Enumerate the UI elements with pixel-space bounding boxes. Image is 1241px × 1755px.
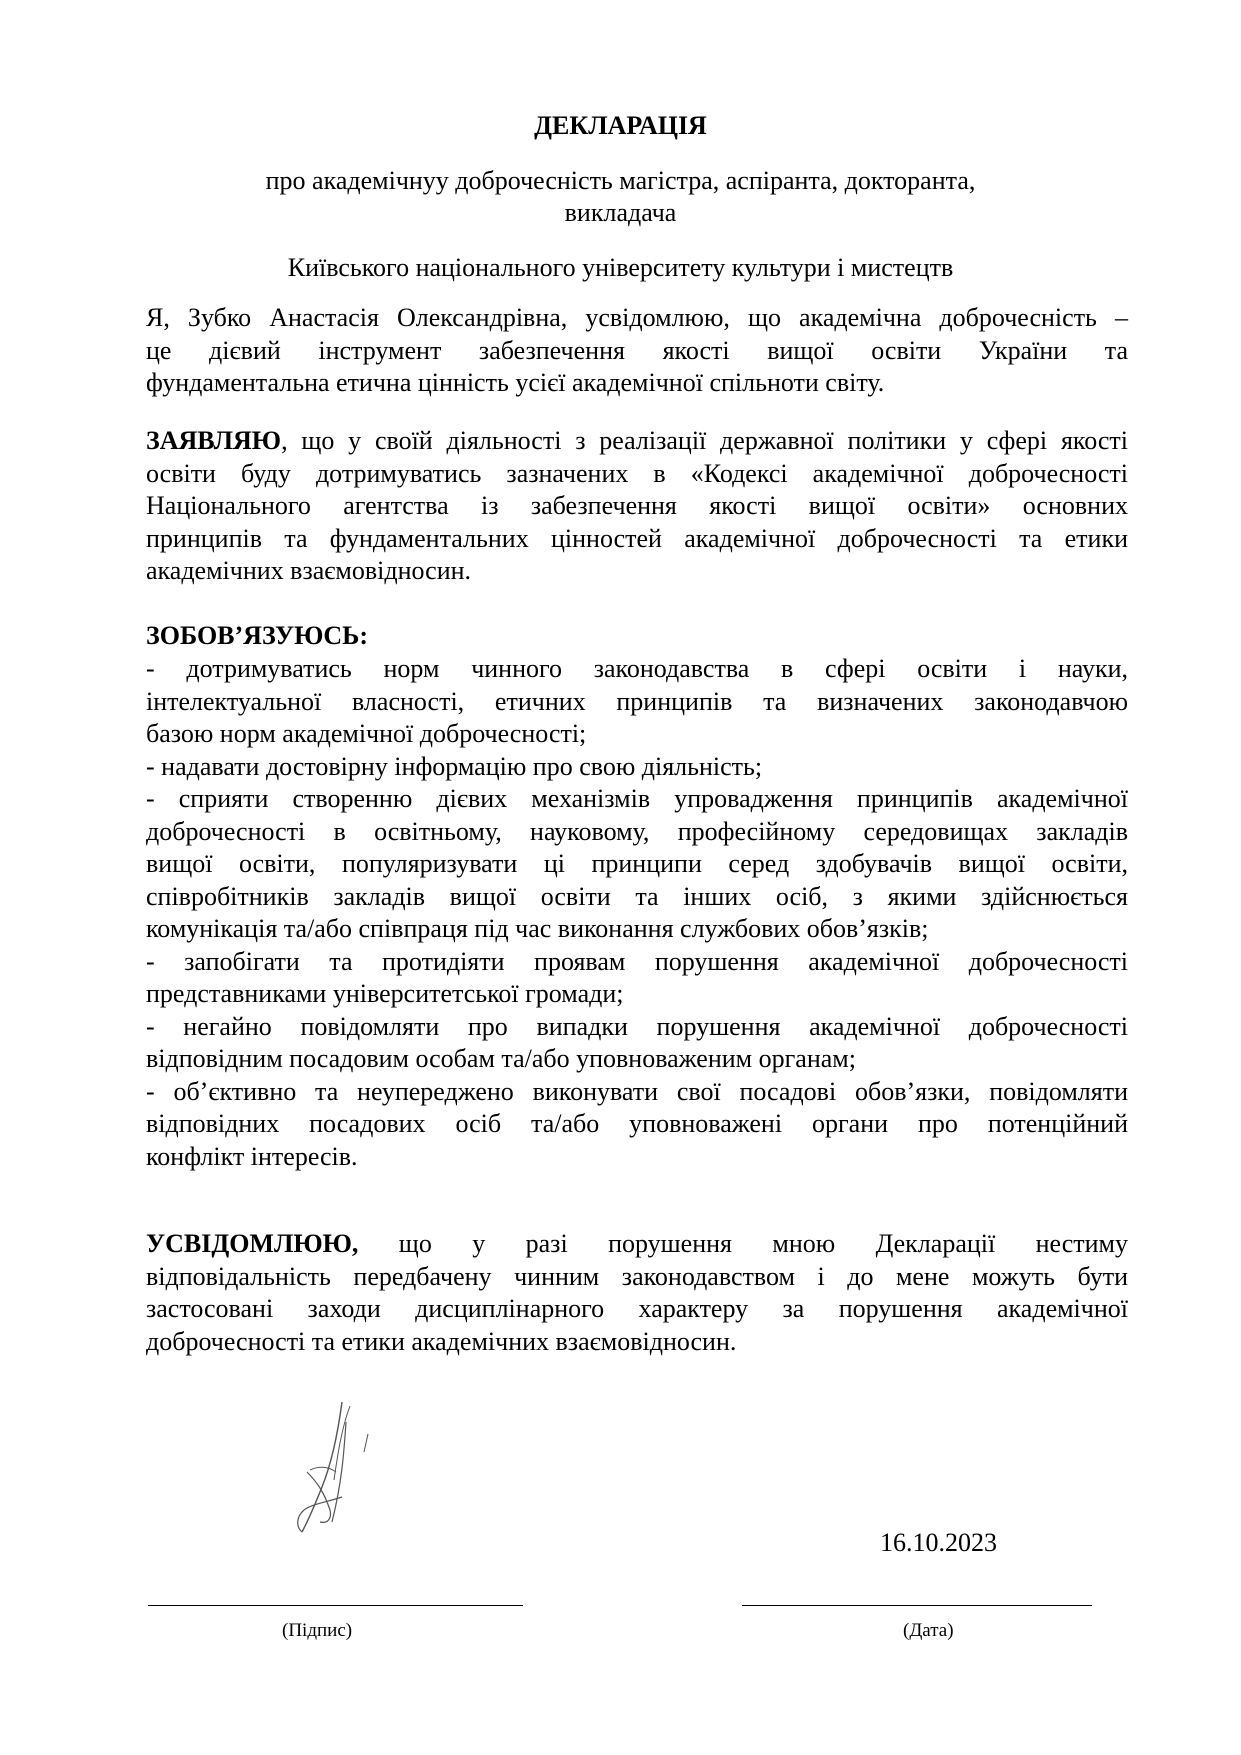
- date-caption: (Дата): [903, 1620, 954, 1641]
- aware-line: застосовані заходи дисциплінарного характеру за порушення академічної: [146, 1294, 1128, 1323]
- signature-caption: (Підпис): [282, 1620, 353, 1641]
- date-line: [742, 1605, 1092, 1606]
- institution-name: Київського національного університету культури і мистецтв: [287, 253, 954, 282]
- commit-line: - об’єктивно та неупереджено виконувати свої посадові обов’язки, повідомляти: [146, 1076, 1128, 1106]
- commit-line: представниками університетської громади;: [146, 979, 624, 1008]
- aware-keyword: УСВІДОМЛЮЮ,: [146, 1229, 359, 1258]
- commit-line: - сприяти створенню дієвих механізмів упровадження принципів академічної: [146, 784, 1128, 813]
- commit-heading: ЗОБОВ’ЯЗУЮСЬ:: [146, 621, 369, 650]
- statement-line: Я, Зубко Анастасія Олександрівна, усвідомлюю, що академічна доброчесність –: [146, 303, 1128, 332]
- commit-line: доброчесності в освітньому, науковому, професійному середовищах закладів: [146, 816, 1128, 846]
- commit-line: - дотримуватись норм чинного законодавства в сфері освіти і науки,: [146, 654, 1128, 683]
- statement-paragraph: [146, 302, 1128, 400]
- aware-paragraph: [146, 1228, 1128, 1358]
- commit-line: конфлікт інтересів.: [146, 1141, 358, 1171]
- aware-first-line: [146, 1228, 1128, 1261]
- statement-line: фундаментальна етична цінність усієї академічної спільноти світу.: [146, 368, 885, 397]
- document-subtitle-line-1: про академічнуу доброчесність магістра, аспіранта, докторанта,: [265, 166, 976, 195]
- aware-line: відповідальність передбачену чинним законодавством і до мене можуть бути: [146, 1261, 1128, 1291]
- commit-list: [146, 653, 1128, 1173]
- commit-line: вищої освіти, популяризувати ці принципи серед здобувачів вищої освіти,: [146, 849, 1128, 878]
- document-title: ДЕКЛАРАЦІЯ: [534, 111, 707, 140]
- declare-keyword: ЗАЯВЛЯЮ: [146, 426, 282, 455]
- document-subtitle-line-2: викладача: [564, 198, 677, 227]
- declare-line: принципів та фундаментальних цінностей академічної доброчесності та етики: [146, 523, 1128, 553]
- declaration-date: 16.10.2023: [880, 1528, 997, 1557]
- commit-line: відповідним посадовим особам та/або уповноваженим органам;: [146, 1044, 856, 1073]
- commit-line: - запобігати та протидіяти проявам порушення академічної доброчесності: [146, 946, 1128, 976]
- commit-line: базою норм академічної доброчесності;: [146, 719, 587, 748]
- statement-line: це дієвий інструмент забезпечення якості вищої освіти України та: [146, 335, 1128, 365]
- signature-line: [148, 1605, 523, 1606]
- declare-line: Національного агентства із забезпечення якості вищої освіти» основних: [146, 491, 1128, 520]
- commit-line: відповідних посадових осіб та/або уповноважені органи про потенційний: [146, 1109, 1128, 1138]
- handwritten-signature: [272, 1392, 382, 1542]
- commit-line: - надавати достовірну інформацію про свою діяльність;: [146, 751, 763, 781]
- commit-line: інтелектуальної власності, етичних принципів та визначених законодавчою: [146, 686, 1128, 716]
- aware-first-line-text: що у разі порушення мною Декларації нестиму: [358, 1229, 1128, 1258]
- aware-line: доброчесності та етики академічних взаємовідносин.: [146, 1326, 737, 1356]
- commit-line: - негайно повідомляти про випадки порушення академічної доброчесності: [146, 1011, 1128, 1041]
- commit-line: комунікація та/або співпраця під час виконання службових обов’язків;: [146, 914, 929, 943]
- declare-paragraph: [146, 425, 1128, 588]
- declare-line: освіти буду дотримуватись зазначених в «Кодексі академічної доброчесності: [146, 458, 1128, 488]
- commit-line: співробітників закладів вищої освіти та інших осіб, з якими здійснюється: [146, 881, 1128, 911]
- declare-first-line-text: , що у своїй діяльності з реалізації державної політики у сфері якості: [281, 426, 1128, 455]
- declare-line: академічних взаємовідносин.: [146, 556, 472, 585]
- declare-first-line: [146, 425, 1128, 458]
